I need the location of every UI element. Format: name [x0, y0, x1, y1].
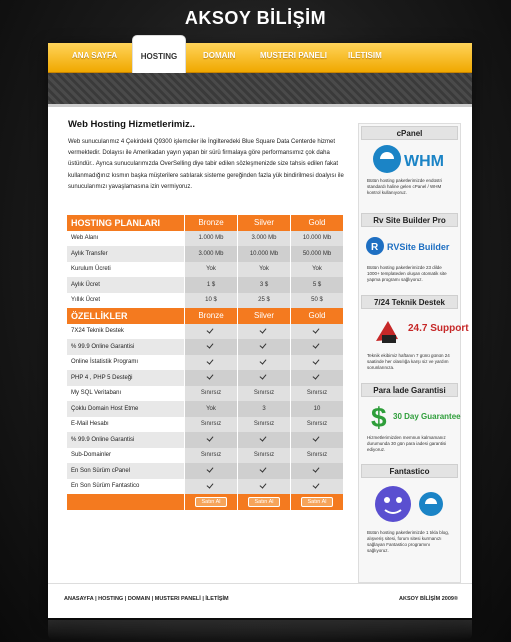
value-cell: 50.000 Mb [291, 246, 343, 262]
value-cell: Sınırsız [185, 448, 237, 464]
cpanel-logo-icon [370, 142, 450, 176]
support-logo [361, 309, 469, 353]
cpanel-logo-text: WHM [403, 153, 444, 170]
check-cell [185, 324, 237, 340]
checkmark-icon [313, 327, 321, 334]
value-cell: 25 $ [238, 293, 290, 309]
value-cell: 50 $ [291, 293, 343, 309]
value-cell: 10.000 Mb [238, 246, 290, 262]
row-label: PHP 4 , PHP 5 Desteği [67, 370, 184, 386]
table-row [67, 463, 343, 479]
table-row [67, 355, 343, 371]
checkmark-icon [313, 358, 321, 365]
table-row [67, 277, 343, 293]
buy-row [67, 494, 343, 510]
intro-text: Web sunucularımız 4 Çekirdekli Q9300 işlemciler ile İngilteredeki Blue Square Data Centerde hizmet vermektedir. Dolayısı ile Amerikadan yayın yapan bir sürü firmalaya göre performansımız çok daha üstündür.. Ayrıca sunucularımızda OverSelling diye tabir edilen sözleşmenizde size tahsis edilen fakat kullanmadığınız kısmın başka müşterilere satılarak sisteme gereğinden fazla yük bindirilmesi doalyısı ile sunucularımızı yavaşlamasına izin vermiyoruz. [68, 139, 344, 190]
value-cell: Yok [238, 262, 290, 278]
table-row [67, 324, 343, 340]
value-cell: Yok [185, 401, 237, 417]
table-row [67, 448, 343, 464]
checkmark-icon [313, 342, 321, 349]
sidebar-section-refund [361, 383, 461, 453]
value-cell: 3.000 Mb [185, 246, 237, 262]
tier-header-silver: Silver [238, 215, 290, 231]
svg-text:R: R [370, 242, 378, 253]
footer [48, 583, 472, 618]
table-row [67, 386, 343, 402]
checkmark-icon [260, 482, 268, 489]
sidebar-section-text: Bütün hosting paketlerimizde 23 dilde 1000+ templateden oluşan otomatik site yapma programı sağlıyoruz. [367, 265, 447, 282]
checkmark-icon [207, 466, 215, 473]
value-cell: 10 [291, 401, 343, 417]
sidebar-section-title: Para İade Garantisi [361, 383, 458, 397]
refund-logo-text: 30 Day Guarantee [392, 412, 461, 421]
sidebar-section-text: Hizmetlerimizden memnun kalmamanız durumunda 30 gün para iadesi garantisi ediyoruz. [367, 435, 447, 452]
check-cell [291, 463, 343, 479]
checkmark-icon [260, 435, 268, 442]
table-row [67, 432, 343, 448]
svg-text:$: $ [370, 402, 387, 433]
tier-header-gold: Gold [291, 308, 343, 324]
check-cell [238, 463, 290, 479]
nav-item-hosting[interactable]: HOSTING [132, 35, 186, 73]
check-cell [291, 370, 343, 386]
sidebar-section-support [361, 295, 469, 371]
value-cell: 10.000 Mb [291, 231, 343, 247]
value-cell: Sınırsız [238, 448, 290, 464]
value-cell: Sınırsız [291, 448, 343, 464]
row-label: Web Alanı [67, 231, 184, 247]
check-cell [185, 463, 237, 479]
value-cell: 10 $ [185, 293, 237, 309]
tier-header-silver: Silver [238, 308, 290, 324]
sidebar-section-title: 7/24 Teknik Destek [361, 295, 458, 309]
checkmark-icon [313, 466, 321, 473]
checkmark-icon [260, 327, 268, 334]
checkmark-icon [260, 342, 268, 349]
row-label: E-Mail Hesabı [67, 417, 184, 433]
table-row [67, 246, 343, 262]
buy-cell [238, 494, 290, 510]
value-cell: Sınırsız [291, 417, 343, 433]
buy-button-gold[interactable]: Satın Al [301, 497, 334, 507]
check-cell [185, 339, 237, 355]
table-row [67, 370, 343, 386]
row-label: Online İstatistik Programı [67, 355, 184, 371]
table-row [67, 417, 343, 433]
pricing-table [66, 215, 344, 510]
sidebar-section-rvsite [361, 213, 458, 283]
support-headset-icon [368, 311, 469, 351]
buy-cell [185, 494, 237, 510]
row-label: 7X24 Teknik Destek [67, 324, 184, 340]
sidebar-section-text: Bütün hosting paketlerimizde endüstri standardı haline gelen cPanel / WHM kontrol kullanıyoruz. [367, 178, 443, 195]
nav-item-contact[interactable]: ILETISIM [348, 51, 382, 60]
check-cell [291, 355, 343, 371]
checkmark-icon [207, 358, 215, 365]
sidebar-section-cpanel [361, 126, 458, 196]
checkmark-icon [207, 482, 215, 489]
main-nav [48, 43, 472, 73]
check-cell [238, 370, 290, 386]
row-label: % 99.9 Online Garantisi [67, 339, 184, 355]
sidebar-section-text: Teknik ekibimiz haftanın 7 günü günün 24 saatinde her olasılığa karşı siz ve yardım sorunlarınıza. [367, 353, 450, 370]
row-label: Kurulum Ücreti [67, 262, 184, 278]
table-header-row [67, 215, 343, 231]
value-cell: 3.000 Mb [238, 231, 290, 247]
intro-title: Web Hosting Hizmetlerimiz.. [68, 119, 196, 130]
table-header-row [67, 308, 343, 324]
rvsite-logo-icon [365, 231, 455, 261]
check-cell [185, 370, 237, 386]
table-header-title: ÖZELLİKLER [67, 308, 184, 324]
table-row [67, 339, 343, 355]
support-logo-text: 24.7 Support [407, 323, 469, 334]
sidebar-section-fantastico [361, 464, 458, 554]
checkmark-icon [313, 373, 321, 380]
check-cell [238, 355, 290, 371]
footer-link-contact[interactable]: İLETİŞİM [205, 596, 229, 602]
value-cell: Sınırsız [238, 386, 290, 402]
fantastico-smiley-icon [367, 480, 453, 528]
row-label: En Son Sürüm cPanel [67, 463, 184, 479]
table-row [67, 231, 343, 247]
value-cell: Sınırsız [185, 417, 237, 433]
table-row [67, 401, 343, 417]
table-row [67, 479, 343, 495]
checkmark-icon [207, 342, 215, 349]
nav-item-domain[interactable]: DOMAIN [203, 51, 236, 60]
value-cell: Yok [185, 262, 237, 278]
value-cell: Sınırsız [185, 386, 237, 402]
table-row [67, 262, 343, 278]
footer-link-domain[interactable]: DOMAIN [127, 596, 151, 602]
check-cell [291, 432, 343, 448]
buy-button-bronze[interactable]: Satın Al [195, 497, 228, 507]
check-cell [291, 479, 343, 495]
tier-header-bronze: Bronze [185, 308, 237, 324]
check-cell [185, 479, 237, 495]
nav-item-home[interactable]: ANA SAYFA [72, 51, 118, 60]
sidebar-section-text: Bütün hosting paketlerimizde 1 tıkla blog, alışveriş sitesi, forum sitesi kurmanızı sağlayan Fantastico programını sağlıyoruz. [367, 530, 450, 553]
row-label: Aylık Ücret [67, 277, 184, 293]
footer-link-hosting[interactable]: HOSTING [98, 596, 124, 602]
rvsite-logo [361, 227, 458, 265]
buy-button-silver[interactable]: Satın Al [248, 497, 281, 507]
row-label: Yıllık Ücret [67, 293, 184, 309]
table-header-title: HOSTING PLANLARI [67, 215, 184, 231]
check-cell [238, 324, 290, 340]
value-cell: 3 [238, 401, 290, 417]
site-title: AKSOY BİLİŞİM [184, 8, 327, 28]
sidebar-section-title: cPanel [361, 126, 458, 140]
row-label: Aylık Transfer [67, 246, 184, 262]
checkmark-icon [207, 327, 215, 334]
checkmark-icon [207, 373, 215, 380]
tier-header-gold: Gold [291, 215, 343, 231]
check-cell [291, 339, 343, 355]
sidebar-section-title: Rv Site Builder Pro [361, 213, 458, 227]
footer-copyright: AKSOY BİLİŞİM 2009® [399, 596, 458, 602]
cpanel-whm-logo [361, 140, 458, 178]
footer-links: ANASAYFA | HOSTING | DOMAIN | MUSTERI PANELİ | İLETİŞİM [64, 596, 229, 602]
sidebar [358, 123, 469, 583]
value-cell: 5 $ [291, 277, 343, 293]
checkmark-icon [313, 435, 321, 442]
row-label: My SQL Veritabanı [67, 386, 184, 402]
tier-header-bronze: Bronze [185, 215, 237, 231]
checkmark-icon [313, 482, 321, 489]
main-card [48, 43, 472, 618]
value-cell: Yok [291, 262, 343, 278]
buy-row-spacer [67, 494, 184, 510]
fantastico-logo [361, 478, 458, 530]
rvsite-logo-text: RVSite Builder [386, 242, 449, 252]
check-cell [238, 339, 290, 355]
row-label: % 99.9 Online Garantisi [67, 432, 184, 448]
checkmark-icon [260, 358, 268, 365]
refund-logo [361, 397, 461, 435]
row-label: Sub-Domainler [67, 448, 184, 464]
buy-cell [291, 494, 343, 510]
header-banner [48, 73, 472, 107]
check-cell [238, 432, 290, 448]
value-cell: Sınırsız [238, 417, 290, 433]
row-label: En Son Sürüm Fantastico [67, 479, 184, 495]
value-cell: 1.000 Mb [185, 231, 237, 247]
value-cell: 3 $ [238, 277, 290, 293]
money-guarantee-icon [367, 399, 461, 433]
checkmark-icon [207, 435, 215, 442]
footer-link-home[interactable]: ANASAYFA [64, 596, 94, 602]
checkmark-icon [260, 466, 268, 473]
checkmark-icon [260, 373, 268, 380]
check-cell [185, 432, 237, 448]
sidebar-section-title: Fantastico [361, 464, 458, 478]
nav-item-customer-panel[interactable]: MUSTERI PANELI [260, 51, 327, 60]
value-cell: 1 $ [185, 277, 237, 293]
footer-link-customer-panel[interactable]: MUSTERI PANELİ [154, 596, 201, 602]
check-cell [238, 479, 290, 495]
value-cell: Sınırsız [291, 386, 343, 402]
card-reflection [48, 620, 472, 640]
check-cell [291, 324, 343, 340]
check-cell [185, 355, 237, 371]
table-row [67, 293, 343, 309]
row-label: Çoklu Domain Host Etme [67, 401, 184, 417]
